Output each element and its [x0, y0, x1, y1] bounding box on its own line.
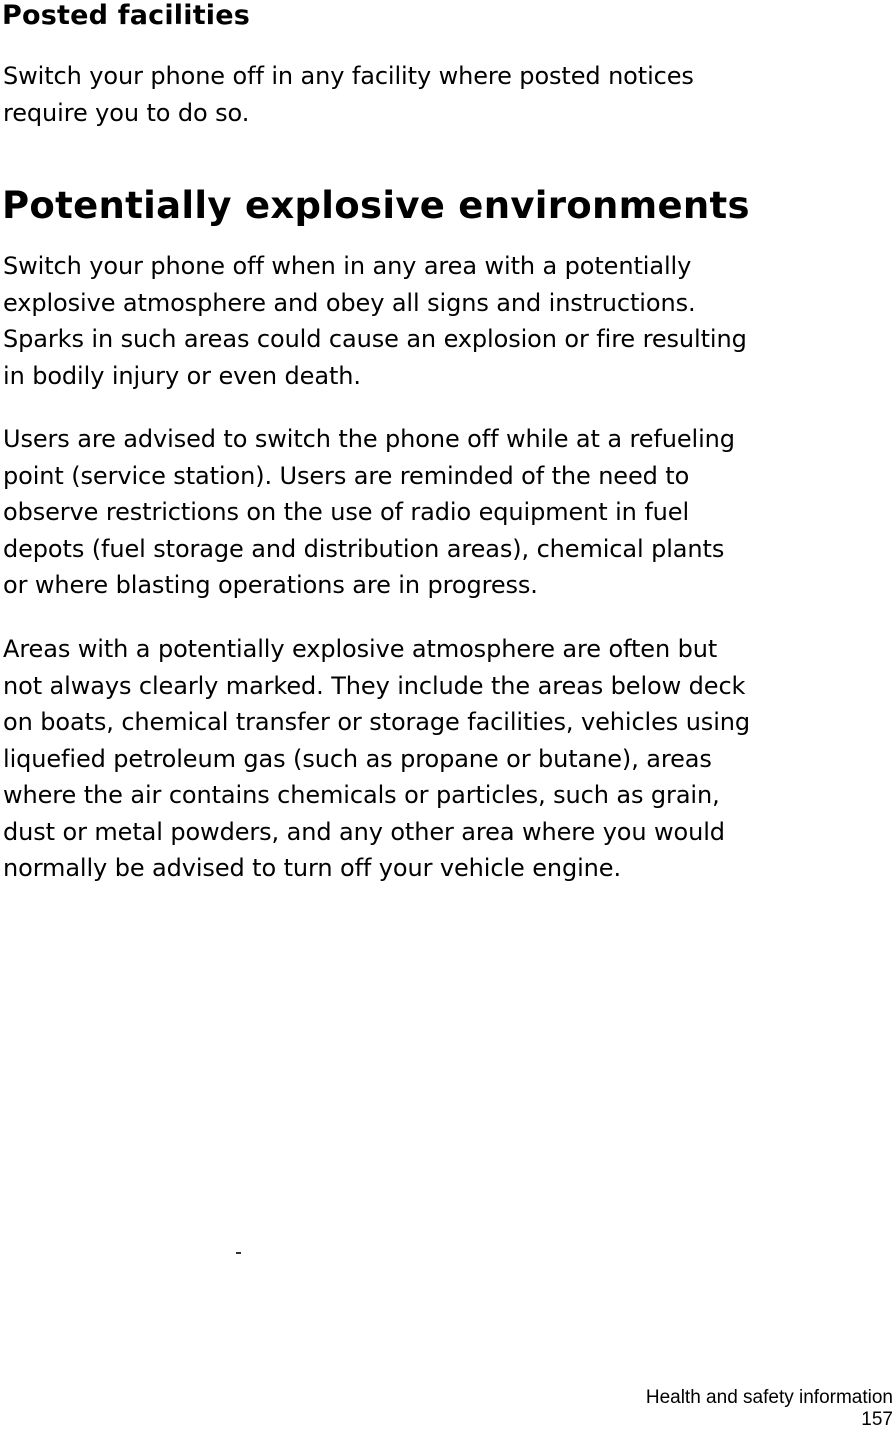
paragraph-line: Switch your phone off in any facility where posted notices — [3, 62, 694, 90]
paragraph-line: where the air contains chemicals or particles, such as grain, — [3, 781, 720, 809]
heading-potentially-explosive-environments: Potentially explosive environments — [2, 184, 750, 227]
paragraph-explosive-atmosphere-areas — [3, 631, 893, 887]
paragraph-line: not always clearly marked. They include the areas below deck — [3, 671, 746, 700]
paragraph-line: in bodily injury or even death. — [3, 361, 361, 390]
paragraph-line: Switch your phone off when in any area with a potentially — [3, 252, 692, 280]
paragraph-line: Users are advised to switch the phone off while at a refueling — [3, 425, 735, 453]
paragraph-line: or where blasting operations are in progress. — [3, 571, 538, 599]
paragraph-line: point (service station). Users are reminded of the need to — [3, 461, 690, 490]
paragraph-line: dust or metal powders, and any other area where you would — [3, 817, 725, 846]
paragraph-switch-off-explosive — [3, 248, 893, 394]
heading-posted-facilities: Posted facilities — [2, 0, 251, 31]
paragraph-refueling-point — [3, 421, 893, 604]
paragraph-line: Areas with a potentially explosive atmosphere are often but — [3, 635, 718, 663]
scan-artifact — [236, 1252, 241, 1254]
paragraph-line: Sparks in such areas could cause an explosion or fire resulting — [3, 325, 747, 353]
paragraph-line: normally be advised to turn off your vehicle engine. — [3, 854, 621, 882]
paragraph-line: require you to do so. — [3, 98, 250, 127]
paragraph-line: depots (fuel storage and distribution areas), chemical plants — [3, 534, 725, 563]
paragraph-line: liquefied petroleum gas (such as propane or butane), areas — [3, 744, 712, 773]
footer-section-title: Health and safety information — [645, 1387, 893, 1408]
paragraph-posted-facilities — [3, 58, 893, 131]
page-footer — [646, 1387, 893, 1431]
paragraph-line: on boats, chemical transfer or storage facilities, vehicles using — [3, 708, 751, 736]
paragraph-line: explosive atmosphere and obey all signs and instructions. — [3, 288, 696, 317]
paragraph-line: observe restrictions on the use of radio equipment in fuel — [3, 498, 690, 526]
page-number: 157 — [861, 1409, 893, 1430]
